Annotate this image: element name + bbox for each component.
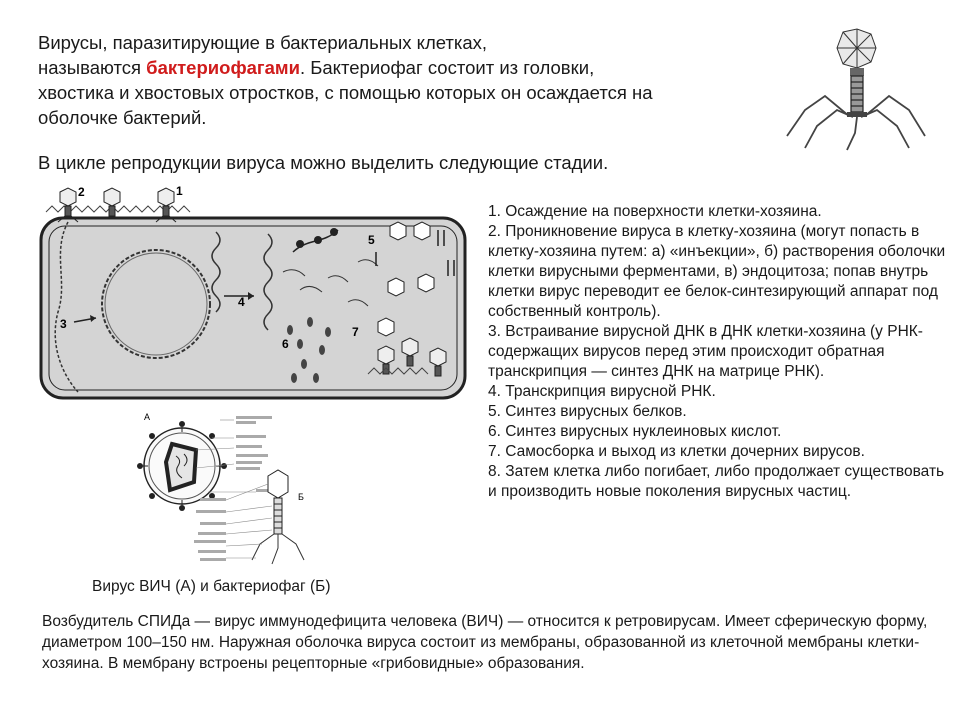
hiv-phage-figure [132,408,312,573]
intro-line-2-before: называются [38,57,147,78]
bacteriophage-term: бактериофагами [146,57,300,78]
stage-label-1: 1 [176,184,183,198]
intro-line-4: оболочке бактерий. [38,107,207,128]
stage-item: 5. Синтез вирусных белков. [488,403,687,420]
stage-item: 2. Проникновение вируса в клетку-хозяина (могут попасть в клетку-хозяина путем: а) «инъекции», б) растворения оболочки клетки вирусными ферментами, в) эндоцитоза; попав внутрь клетки вирус переводит ее белок-синтезирующий аппарат под собственный контроль). [488,223,946,320]
stage-label-3: 3 [60,317,67,331]
stage-item: 6. Синтез вирусных нуклеиновых кислот. [488,423,782,440]
stage-label-4: 4 [238,295,245,309]
stages-list [488,202,948,502]
stage-label-7: 7 [352,325,359,339]
stage-label-2: 2 [78,185,85,199]
intro-line-2-after: . Бактериофаг состоит из головки, [299,57,595,78]
stage-label-5: 5 [368,233,375,247]
figure-caption: Вирус ВИЧ (А) и бактериофаг (Б) [92,578,331,595]
stage-item: 4. Транскрипция вирусной РНК. [488,383,716,400]
lead-sentence: В цикле репродукции вируса можно выделить следующие стадии. [38,152,609,173]
stage-item: 1. Осаждение на поверхности клетки-хозяина. [488,203,822,220]
hiv-description: Возбудитель СПИДа — вирус иммунодефицита человека (ВИЧ) — относится к ретровирусам. Имеет сферическую форму, диаметром 100–150 нм. Наружная оболочка вируса состоит из мембраны, образованной из клеточной мембраны клетки-хозяина. В мембрану встроены рецепторные «грибовидные» образования. [42,613,928,672]
intro-line-1: Вирусы, паразитирующие в бактериальных клетках, [38,32,488,53]
stage-item: 7. Самосборка и выход из клетки дочерних вирусов. [488,443,865,460]
stage-label-6: 6 [282,337,289,351]
stage-item: 3. Встраивание вирусной ДНК в ДНК клетки-хозяина (у РНК-содержащих вирусов перед этим происходит обратная транскрипция — синтез ДНК на матрице РНК). [488,323,923,380]
intro-line-3: хвостика и хвостовых отростков, с помощью которых он осаждается на [38,82,653,103]
intro-line-2 [38,55,758,80]
bacteriophage-illustration [775,28,945,153]
figure-label-b: Б [298,492,304,502]
intro-paragraph [38,30,758,130]
stage-item: 8. Затем клетка либо погибает, либо продолжает существовать и производить новые поколения вирусных частиц. [488,463,945,500]
figure-label-a: А [144,412,151,422]
virus-cycle-diagram [38,182,470,404]
